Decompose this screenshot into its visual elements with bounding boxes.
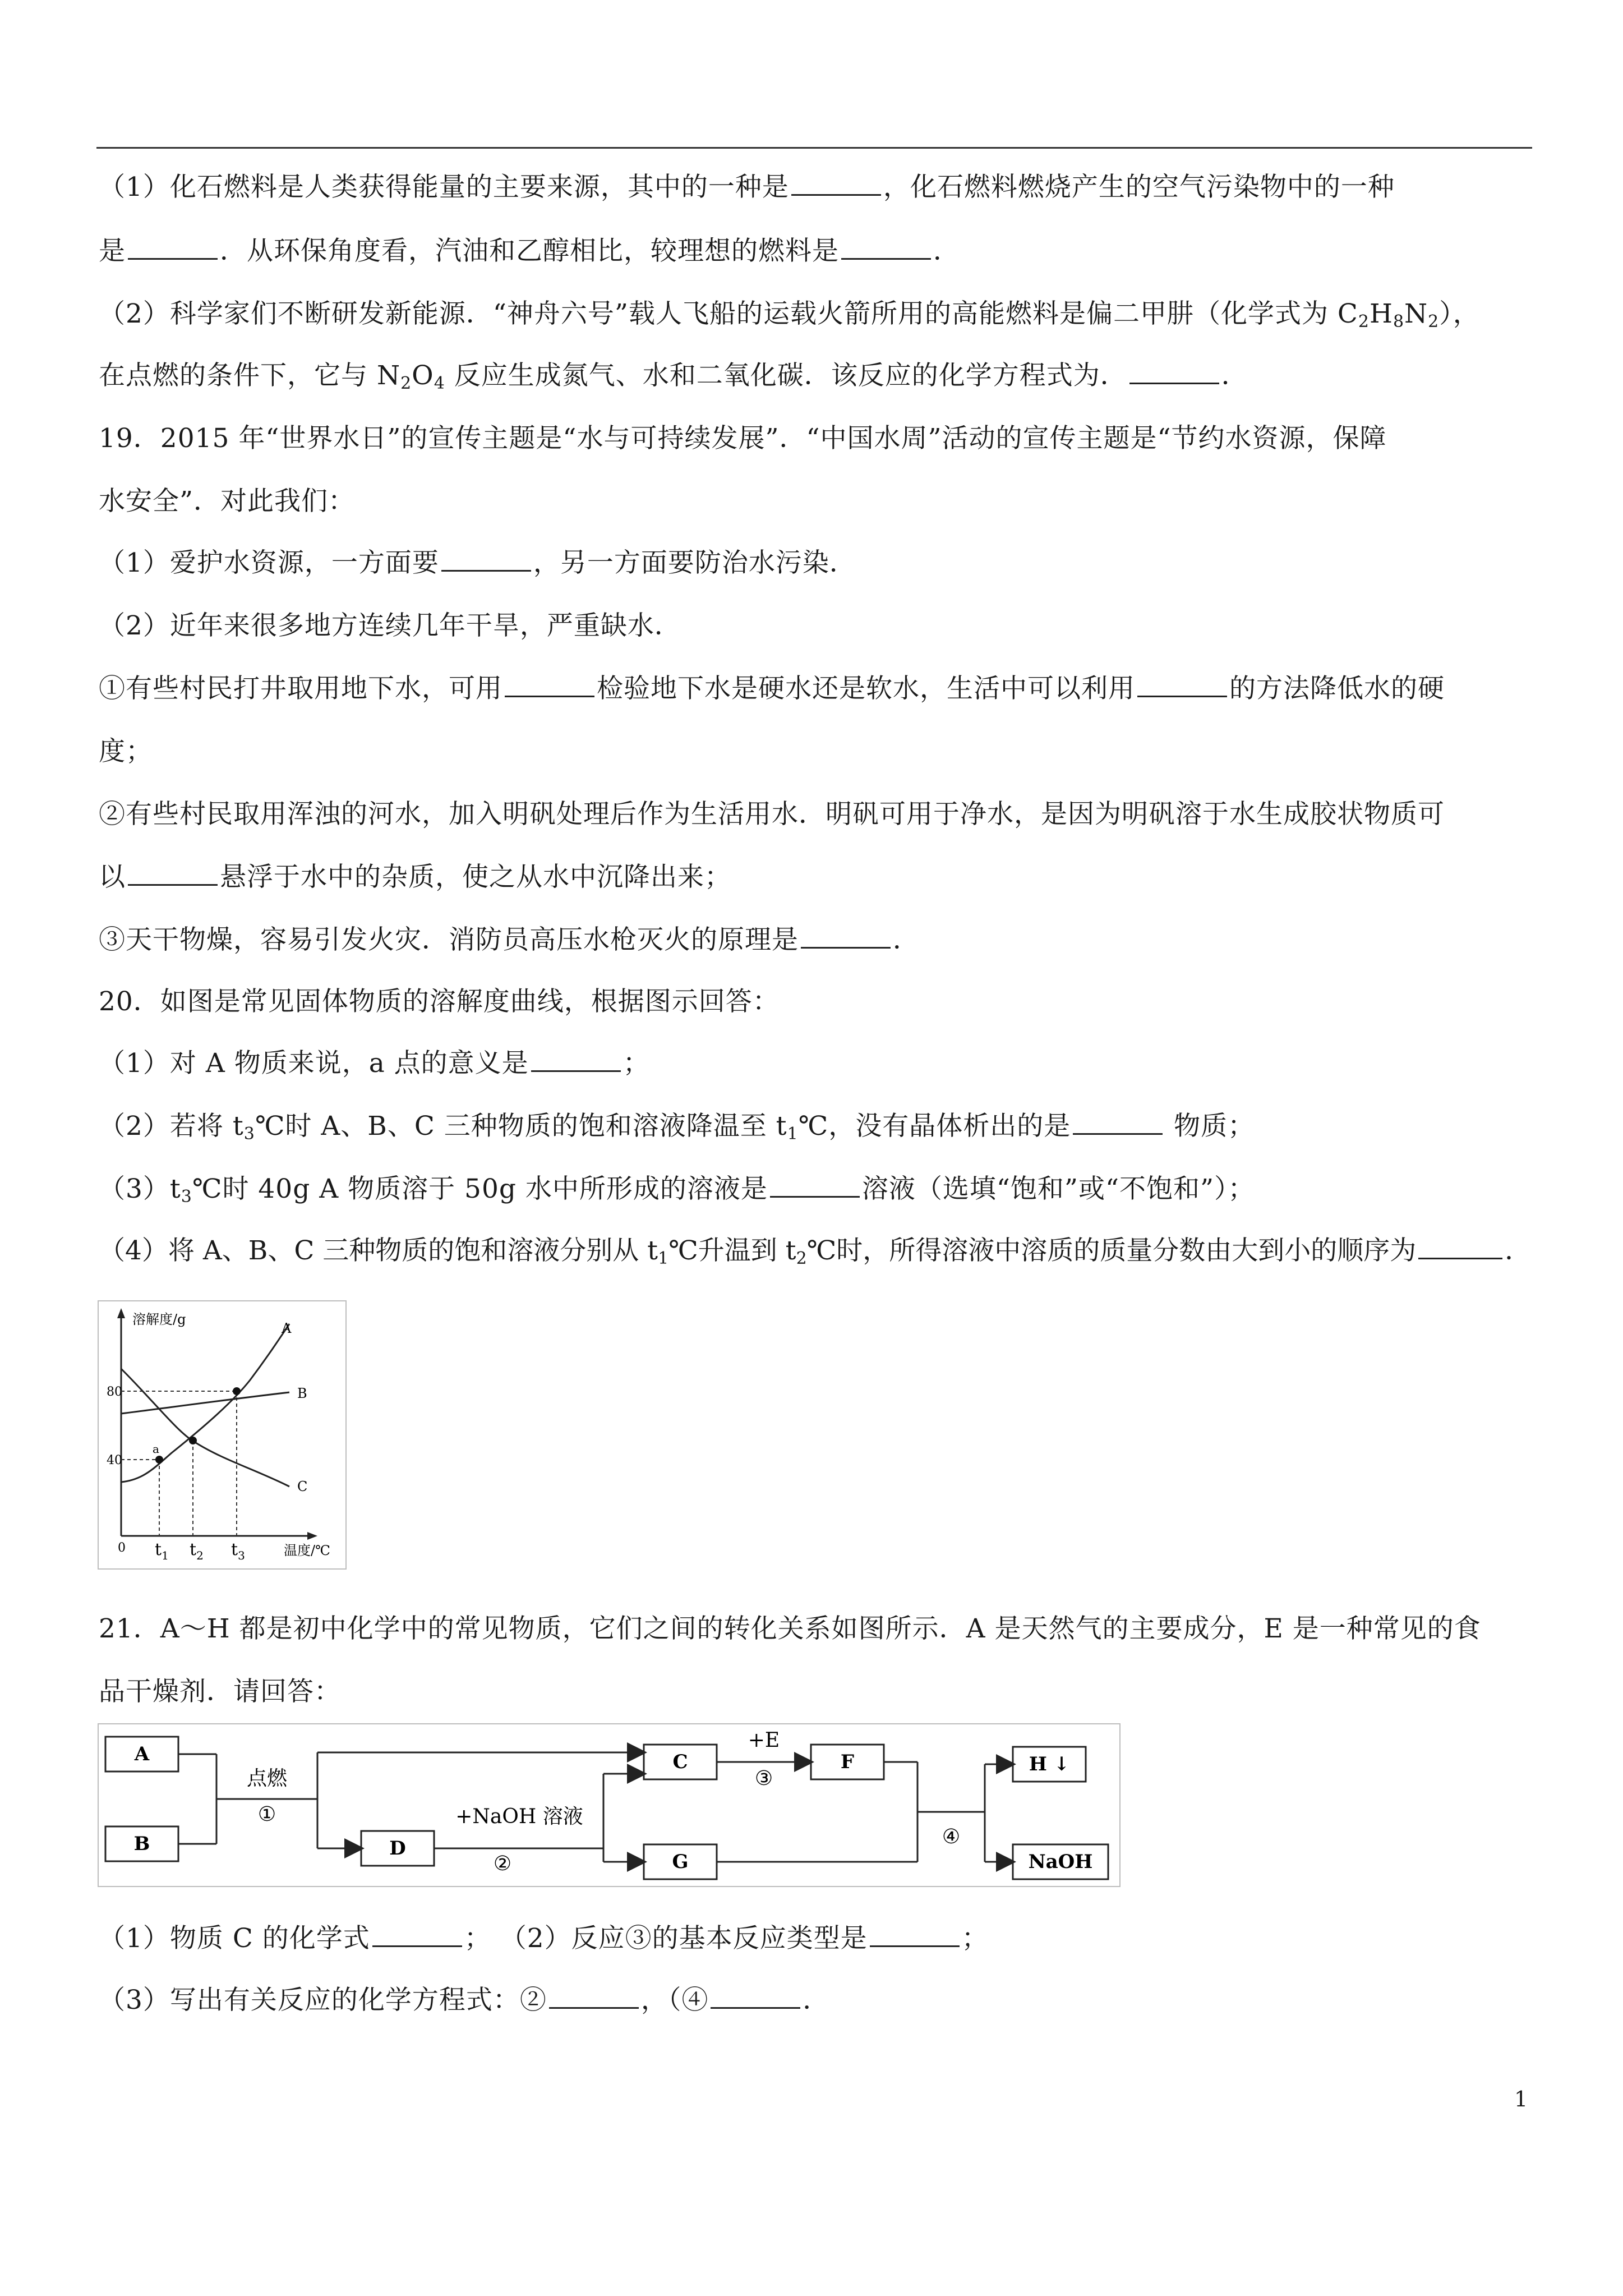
q21-line-2: 品干燥剂．请回答： — [99, 1676, 341, 1707]
answer-blank[interactable] — [770, 1174, 860, 1198]
answer-blank[interactable] — [791, 172, 881, 196]
q18-line-1: （1）化石燃料是人类获得能量的主要来源，其中的一种是 ，化石燃料燃烧产生的空气污染物中的一种 — [99, 172, 1395, 203]
header-rule — [96, 147, 1532, 149]
q18-line-3: （2）科学家们不断研发新能源．“神舟六号”载人飞船的运载火箭所用的高能燃料是偏二甲肼（化学式为 $C_2H_8N_2$）， — [99, 298, 1480, 332]
tick-t3: $t_3$ — [231, 1540, 245, 1562]
curve-c-label: C — [297, 1479, 308, 1494]
q18-line-4: 在点燃的条件下，它与 $N_2O_4$ 反应生成氮气、水和二氧化碳．该反应的化学方程式为． ． — [99, 360, 1248, 393]
reaction-3-label: ③ — [754, 1767, 773, 1790]
answer-blank[interactable] — [1073, 1111, 1163, 1135]
answer-blank[interactable] — [1137, 673, 1227, 697]
curve-b-label: B — [297, 1386, 307, 1401]
answer-blank[interactable] — [441, 547, 531, 572]
reaction-4-label: ④ — [942, 1825, 961, 1848]
q20-line-4: $(3)t_3℃$时 40g A 物质溶于 50g 水中所形成的溶液是 溶液（选填“饱和”或“不饱和”）； — [99, 1174, 1255, 1207]
page-number: 1 — [1514, 2087, 1528, 2111]
q21-line-3: （1）物质 C 的化学式 ； （2）反应③的基本反应类型是 ； — [99, 1923, 989, 1954]
box-d-label: D — [389, 1837, 406, 1860]
point-t3 — [233, 1387, 241, 1395]
q21-line-1: 21．A～H 都是初中化学中的常见物质，它们之间的转化关系如图所示．A 是天然气的主要成分，E 是一种常见的食 — [99, 1613, 1481, 1644]
q19-line-8: 以 悬浮于水中的杂质，使之从水中沉降出来； — [99, 862, 731, 892]
q19-line-9: ③天干物燥，容易引发火灾．消防员高压水枪灭火的原理是 ． — [99, 924, 920, 955]
answer-blank[interactable] — [531, 1048, 621, 1072]
ignite-label: 点燃 — [246, 1767, 288, 1790]
q19-line-3: （1）爱护水资源，一方面要 ，另一方面要防治水污染． — [99, 547, 856, 578]
q20-line-5: （4）将 A、B、C 三种物质的饱和溶液分别从 $t_1℃$升温到 $t_2℃$时，所得溶液中溶质的质量分数由大到小的顺序为 ． — [99, 1235, 1532, 1268]
q19-line-6: 度； — [99, 736, 153, 767]
q19-line-4: （2）近年来很多地方连续几年干旱，严重缺水． — [99, 610, 681, 641]
tick-t2: $t_2$ — [190, 1540, 204, 1562]
y-axis-label: 溶解度/g — [132, 1312, 186, 1327]
origin-label: 0 — [118, 1541, 126, 1555]
answer-blank[interactable] — [549, 1985, 639, 2009]
q19-line-5: ①有些村民打井取用地下水，可用 检验地下水是硬水还是软水，生活中可以利用 的方法降低水的硬 — [99, 673, 1445, 704]
x-axis-arrow-icon — [307, 1532, 317, 1540]
box-naoh-label: NaOH — [1028, 1851, 1093, 1873]
q20-line-1: 20．如图是常见固体物质的溶解度曲线，根据图示回答： — [99, 986, 780, 1017]
reaction-2-label: ② — [493, 1852, 512, 1875]
solubility-graph — [98, 1300, 347, 1570]
q19-line-7: ②有些村民取用浑浊的河水，加入明矾处理后作为生活用水．明矾可用于净水，是因为明矾溶于水生成胶状物质可 — [99, 799, 1445, 830]
q19-line-1: 19．2015 年“世界水日”的宣传主题是“水与可持续发展”．“中国水周”活动的宣传主题是“节约水资源，保障 — [99, 423, 1387, 454]
plus-e-label: +E — [748, 1729, 780, 1752]
curve-c — [121, 1369, 289, 1487]
reaction-flow-diagram — [98, 1723, 1121, 1887]
answer-blank[interactable] — [128, 236, 218, 260]
answer-blank[interactable] — [505, 673, 594, 697]
answer-blank[interactable] — [1418, 1235, 1502, 1259]
box-g-label: G — [672, 1851, 689, 1873]
box-b-label: B — [133, 1833, 150, 1855]
naoh-solution-label: +NaOH 溶液 — [455, 1805, 583, 1828]
box-a-label: A — [134, 1743, 150, 1765]
tick-40: 40 — [107, 1453, 122, 1467]
curve-a-label: A — [282, 1320, 292, 1336]
reaction-1-label: ① — [257, 1803, 276, 1826]
box-h-label: H ↓ — [1029, 1753, 1070, 1775]
box-f-label: F — [840, 1751, 855, 1773]
answer-blank[interactable] — [711, 1985, 800, 2009]
answer-blank[interactable] — [372, 1923, 462, 1947]
box-c-label: C — [672, 1751, 688, 1773]
tick-80: 80 — [107, 1385, 122, 1399]
q20-line-3: （2）若将 $t_3℃$时 A、B、C 三种物质的饱和溶液降温至 $t_1℃$，没有晶体析出的是 物质； — [99, 1111, 1255, 1144]
answer-blank[interactable] — [1129, 360, 1219, 384]
point-a — [155, 1456, 163, 1464]
q20-line-2: （1）对 A 物质来说，a 点的意义是 ； — [99, 1048, 650, 1079]
x-axis-label: 温度/℃ — [284, 1543, 330, 1558]
answer-blank[interactable] — [870, 1923, 960, 1947]
flow-connectors — [178, 1752, 1013, 1862]
y-axis-arrow-icon — [117, 1308, 125, 1318]
tick-t1: $t_1$ — [155, 1540, 169, 1562]
q19-line-2: 水安全”．对此我们： — [99, 486, 356, 517]
point-a-label: a — [153, 1442, 159, 1456]
q18-line-2: 是 ．从环保角度看，汽油和乙醇相比，较理想的燃料是 ． — [99, 236, 960, 266]
answer-blank[interactable] — [128, 862, 218, 886]
answer-blank[interactable] — [801, 924, 891, 949]
q21-line-4: （3）写出有关反应的化学方程式：② ，（④ ． — [99, 1985, 830, 2016]
answer-blank[interactable] — [841, 236, 931, 260]
point-intersect — [189, 1437, 197, 1444]
